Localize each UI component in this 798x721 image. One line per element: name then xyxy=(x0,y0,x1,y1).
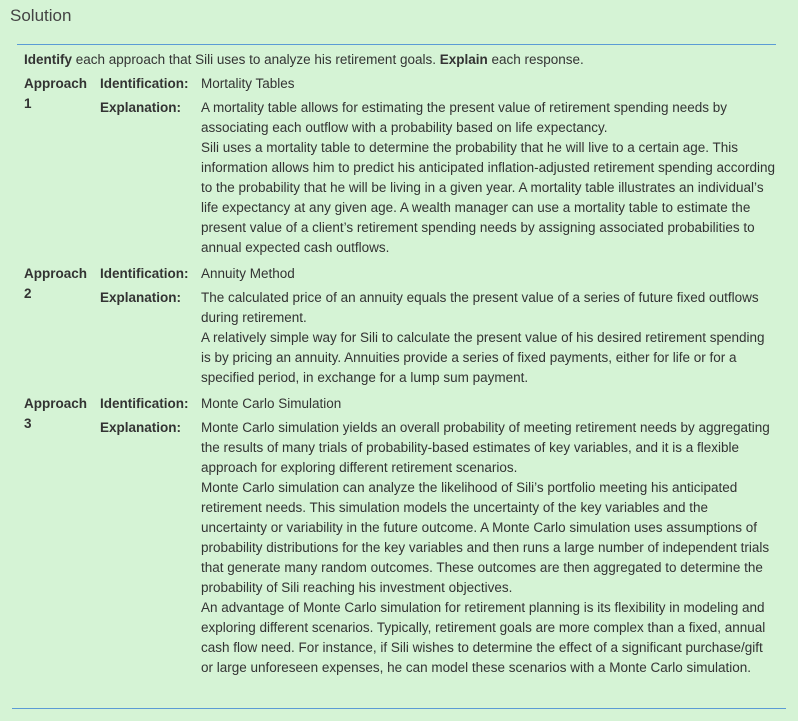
bottom-divider xyxy=(12,708,786,709)
explanation-value xyxy=(201,288,776,388)
approach-1 xyxy=(24,74,776,258)
approach-label: Approach 3 xyxy=(24,396,88,431)
explanation-label: Explanation: xyxy=(100,100,182,115)
explanation-paragraph: Sili uses a mortality table to determine the probability that he will live to a certain age. This information allows him to predict his anticipated inflation-adjusted retirement spending according to the probability that he will be living in a given year. A mortality table illustrates an individual’s life expectancy at any given age. A wealth manager can use a mortality table to estimate the present value of a client’s retirement spending needs by assigning associated probabilities to annual expected cash outflows. xyxy=(201,140,776,255)
prompt-text-1: each approach that Sili uses to analyze his retirement goals. xyxy=(72,52,440,67)
identification-row xyxy=(100,394,776,414)
identification-value xyxy=(201,264,776,284)
question-prompt xyxy=(24,50,776,70)
approach-label: Approach 1 xyxy=(24,76,88,111)
identification-text: Annuity Method xyxy=(201,266,295,281)
identification-row xyxy=(100,74,776,94)
explanation-label: Explanation: xyxy=(100,420,182,435)
identification-row xyxy=(100,264,776,284)
explanation-label: Explanation: xyxy=(100,290,182,305)
explanation-paragraph: Monte Carlo simulation yields an overall probability of meeting retirement needs by aggregating the results of many trials of probability-based estimates of key variables, and it is a flexible approach for exploring different retirement scenarios. xyxy=(201,420,770,475)
identification-label: Identification: xyxy=(100,76,189,91)
explanation-paragraph: An advantage of Monte Carlo simulation for retirement planning is its flexibility in modeling and exploring different scenarios. Typically, retirement goals are more complex than a fixed, annual cash flow need. For instance, if Sili wishes to determine the effect of a significant purchase/gift or large unforeseen expenses, he can model these scenarios with a Monte Carlo simulation. xyxy=(201,600,766,675)
identification-value xyxy=(201,394,776,414)
prompt-text-2: each response. xyxy=(487,52,584,67)
explanation-paragraph: The calculated price of an annuity equals the present value of a series of future fixed outflows during retirement. xyxy=(201,290,759,325)
identification-label: Identification: xyxy=(100,266,189,281)
approach-3 xyxy=(24,394,776,678)
explanation-value xyxy=(201,98,776,258)
top-divider xyxy=(17,44,776,45)
prompt-verb-explain: Explain xyxy=(439,52,488,67)
identification-value xyxy=(201,74,776,94)
identification-text: Monte Carlo Simulation xyxy=(201,396,342,411)
explanation-row xyxy=(100,98,776,258)
explanation-paragraph: Monte Carlo simulation can analyze the likelihood of Sili’s portfolio meeting his anticipated retirement needs. This simulation models the uncertainty of the key variables and the uncertainty or variability in the future outcome. A Monte Carlo simulation uses assumptions of probability distributions for the key variables and then runs a large number of independent trials that generate many random outcomes. These outcomes are then aggregated to determine the probability of Sili reaching his investment objectives. xyxy=(201,480,770,595)
identification-text: Mortality Tables xyxy=(201,76,295,91)
approach-2 xyxy=(24,264,776,388)
explanation-row xyxy=(100,288,776,388)
identification-label: Identification: xyxy=(100,396,189,411)
approach-label: Approach 2 xyxy=(24,266,88,301)
prompt-verb-identify: Identify xyxy=(24,52,73,67)
explanation-row xyxy=(100,418,776,678)
solution-heading: Solution xyxy=(10,6,72,25)
explanation-paragraph: A relatively simple way for Sili to calculate the present value of his desired retirement spending is by pricing an annuity. Annuities provide a series of fixed payments, either for life or for a specified period, in exchange for a lump sum payment. xyxy=(201,330,765,385)
solution-content xyxy=(24,50,776,684)
explanation-paragraph: A mortality table allows for estimating the present value of retirement spending needs by associating each outflow with a probability based on life expectancy. xyxy=(201,100,728,135)
explanation-value xyxy=(201,418,776,678)
